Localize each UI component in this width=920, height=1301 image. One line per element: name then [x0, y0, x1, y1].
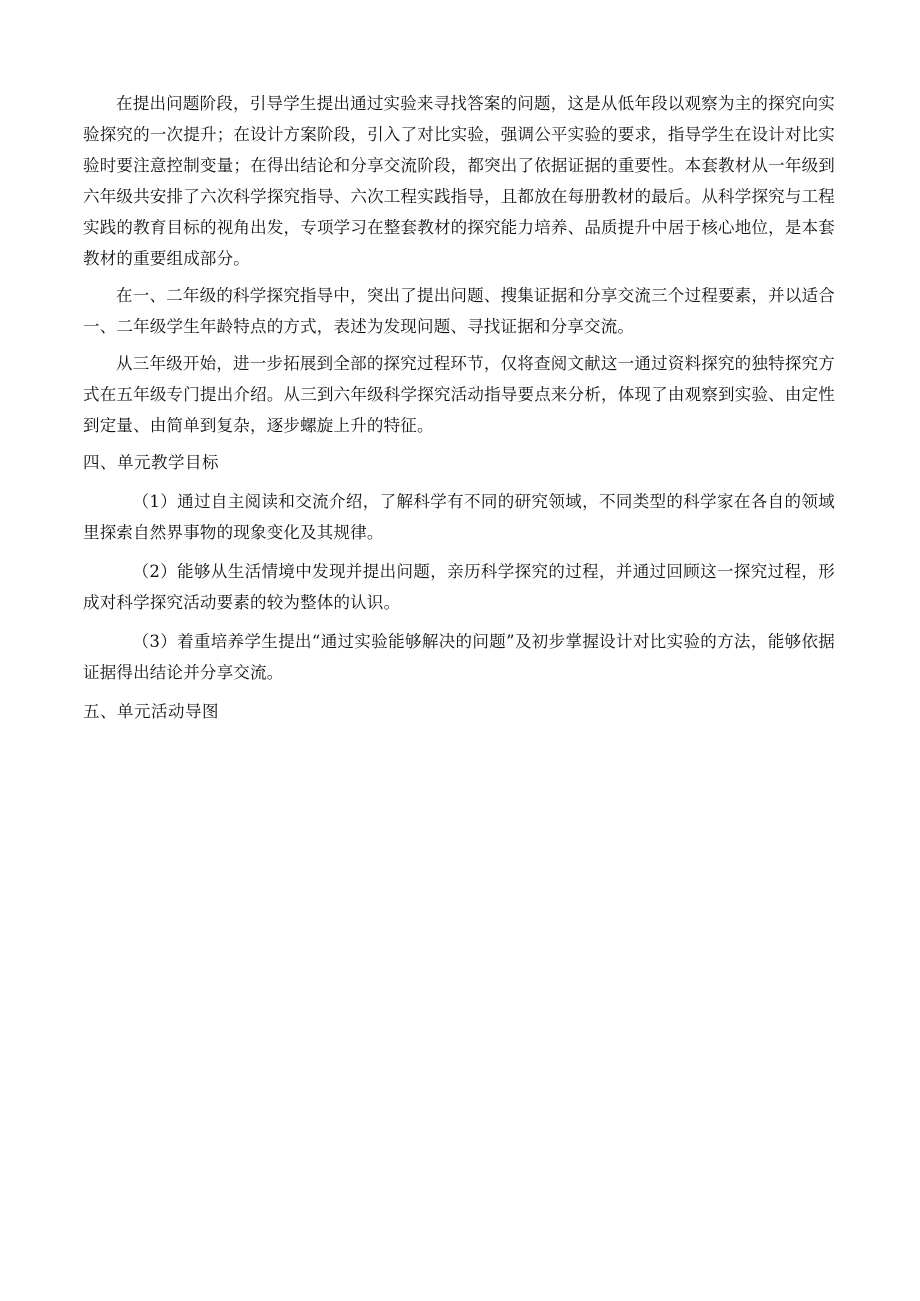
goal-item-2: （2）能够从生活情境中发现并提出问题，亲历科学探究的过程，并通过回顾这一探究过程，形成对科学探究活动要素的较为整体的认识。 — [83, 562, 835, 612]
goal-item-3: （3）着重培养学生提出“通过实验能够解决的问题”及初步掌握设计对比实验的方法，能够依据证据得出结论并分享交流。 — [83, 632, 835, 682]
paragraph-grade-one-two: 在一、二年级的科学探究指导中，突出了提出问题、搜集证据和分享交流三个过程要素，并以适合一、二年级学生年龄特点的方式，表述为发现问题、寻找证据和分享交流。 — [83, 286, 835, 336]
paragraph-inquiry-stages: 在提出问题阶段，引导学生提出通过实验来寻找答案的问题，这是从低年段以观察为主的探究向实验探究的一次提升；在设计方案阶段，引入了对比实验，强调公平实验的要求，指导学生在设计对比实验时要注意控制变量；在得出结论和分享交流阶段，都突出了依据证据的重要性。本套教材从一年级到六年级共安排了六次科学探究指导、六次工程实践指导，且都放在每册教材的最后。从科学探究与工程实践的教育目标的视角出发，专项学习在整套教材的探究能力培养、品质提升中居于核心地位，是本套教材的重要组成部分。 — [83, 94, 835, 268]
goal-item-1: （1）通过自主阅读和交流介绍，了解科学有不同的研究领域，不同类型的科学家在各自的领域里探索自然界事物的现象变化及其规律。 — [83, 492, 835, 542]
section-heading-activity-map: 五、单元活动导图 — [83, 702, 219, 721]
document-body — [83, 88, 835, 735]
section-heading-unit-goals: 四、单元教学目标 — [83, 453, 219, 472]
paragraph-grade-three-onward: 从三年级开始，进一步拓展到全部的探究过程环节，仅将查阅文献这一通过资料探究的独特探究方式在五年级专门提出介绍。从三到六年级科学探究活动指导要点来分析，体现了由观察到实验、由定性到定量、由简单到复杂，逐步螺旋上升的特征。 — [83, 354, 835, 435]
